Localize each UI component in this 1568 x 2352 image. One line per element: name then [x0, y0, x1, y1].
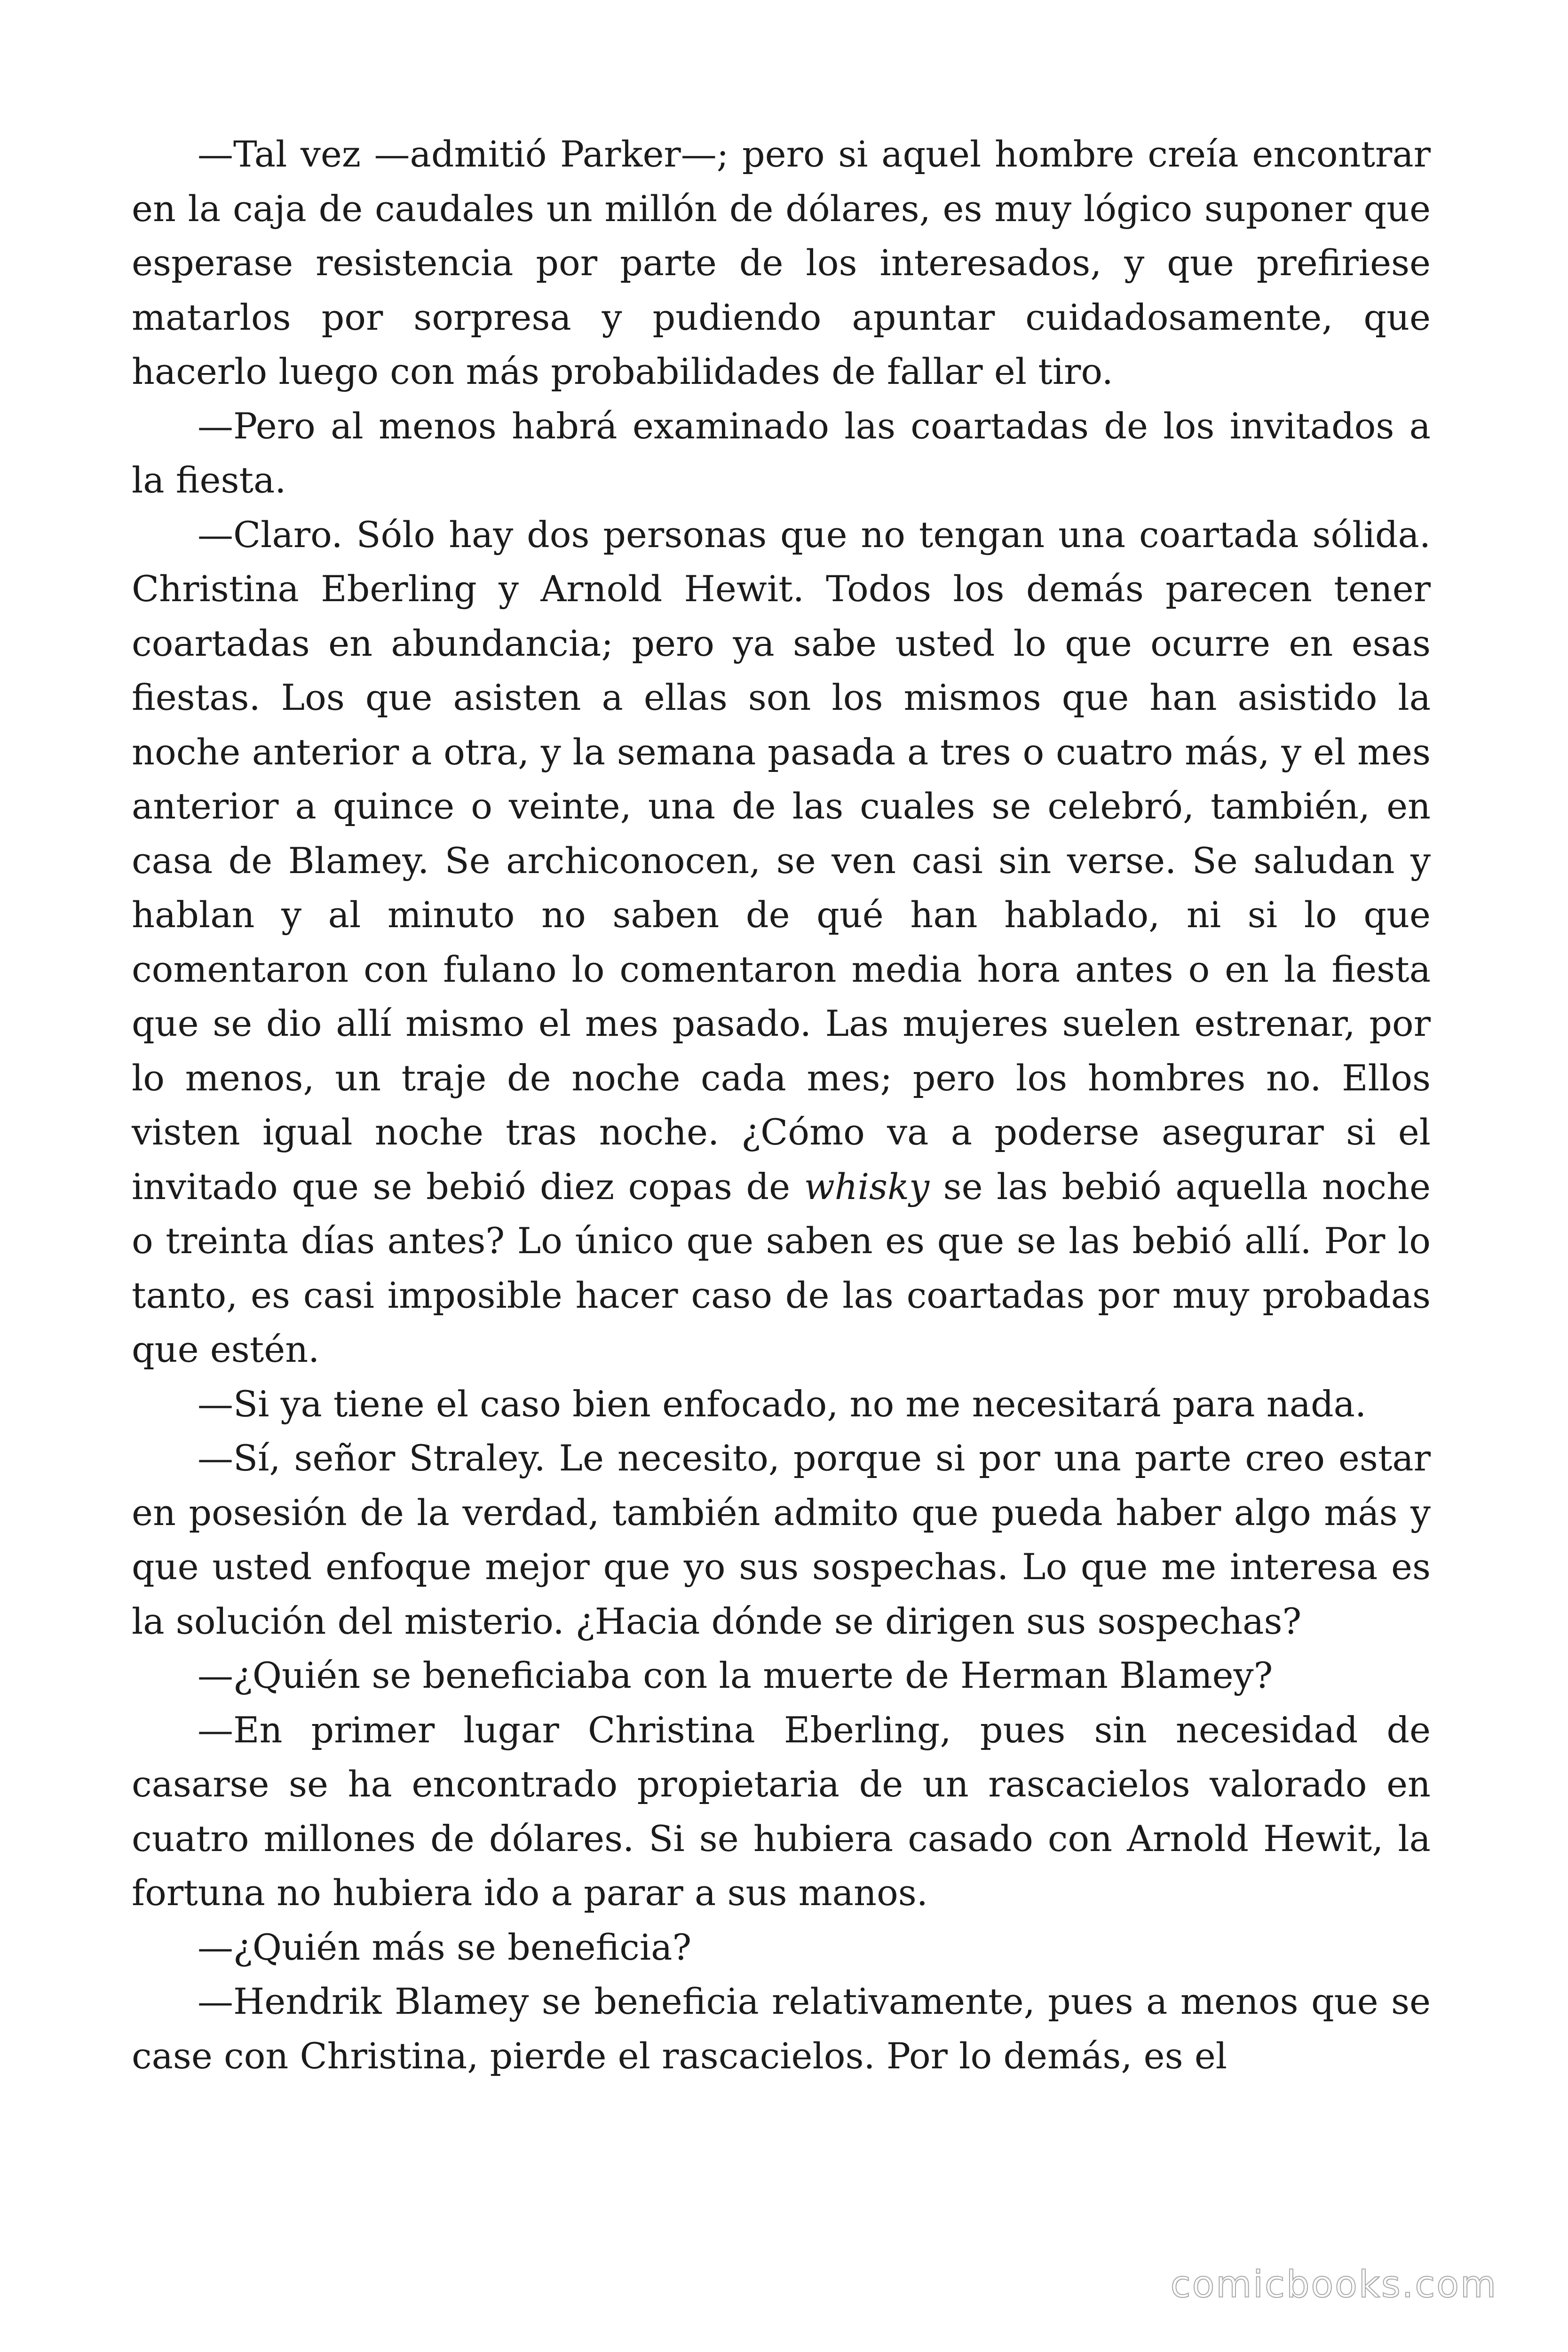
paragraph: —Hendrik Blamey se beneficia relativamente, pues a menos que se case con Christina, pierde el rascacielos. Por lo demás, es el	[132, 1980, 1431, 2077]
paragraph: —En primer lugar Christina Eberling, pues sin necesidad de casarse se ha encontrado propietaria de un rascacielos valorado en cuatro millones de dólares. Si se hubiera casado con Arnold Hewit, la fortuna no hubiera ido a parar a sus manos.	[132, 1708, 1431, 1914]
paragraph: —¿Quién se beneficiaba con la muerte de Herman Blamey?	[198, 1654, 1273, 1696]
paragraph: —Pero al menos habrá examinado las coartadas de los invitados a la fiesta.	[132, 405, 1431, 501]
paragraph	[132, 508, 1431, 1377]
paragraph: —Sí, señor Straley. Le necesito, porque si por una parte creo estar en posesión de la verdad, también admito que pueda haber algo más y que usted enfoque mejor que yo sus sospechas. Lo que me interesa es la solución del misterio. ¿Hacia dónde se dirigen sus sospechas?	[132, 1437, 1431, 1642]
emphasized-word: whisky	[804, 1165, 930, 1208]
watermark: comicbooks.com	[1170, 2264, 1497, 2306]
paragraph: —Tal vez —admitió Parker—; pero si aquel hombre creía encontrar en la caja de caudales un millón de dólares, es muy lógico suponer que esperase resistencia por parte de los interesados, y que prefiriese matarlos por sorpresa y pudiendo apuntar cuidadosamente, que hacerlo luego con más probabilidades de fallar el tiro.	[132, 133, 1431, 392]
paragraph: —¿Quién más se beneficia?	[198, 1926, 692, 1968]
paragraph-text: se las bebió aquella noche o treinta días antes? Lo único que saben es que se las bebió allí. Por lo tanto, es casi imposible hacer caso de las coartadas por muy probadas que estén.	[132, 1165, 1431, 1370]
paragraph: —Si ya tiene el caso bien enfocado, no me necesitará para nada.	[198, 1383, 1367, 1425]
paragraph-text: —Claro. Sólo hay dos personas que no tengan una coartada sólida. Christina Eberling y Arnold Hewit. Todos los demás parecen tener coartadas en abundancia; pero ya sabe usted lo que ocurre en esas fiestas. Los que asisten a ellas son los mismos que han asistido la noche anterior a otra, y la semana pasada a tres o cuatro más, y el mes anterior a quince o veinte, una de las cuales se celebró, también, en casa de Blamey. Se archiconocen, se ven casi sin verse. Se saludan y hablan y al minuto no saben de qué han hablado, ni si lo que comentaron con fulano lo comentaron media hora antes o en la fiesta que se dio allí mismo el mes pasado. Las mujeres suelen estrenar, por lo menos, un traje de noche cada mes; pero los hombres no. Ellos visten igual noche tras noche. ¿Cómo va a poderse asegurar si el invitado que se bebió diez copas de	[132, 513, 1431, 1208]
page-body	[132, 127, 1431, 2083]
